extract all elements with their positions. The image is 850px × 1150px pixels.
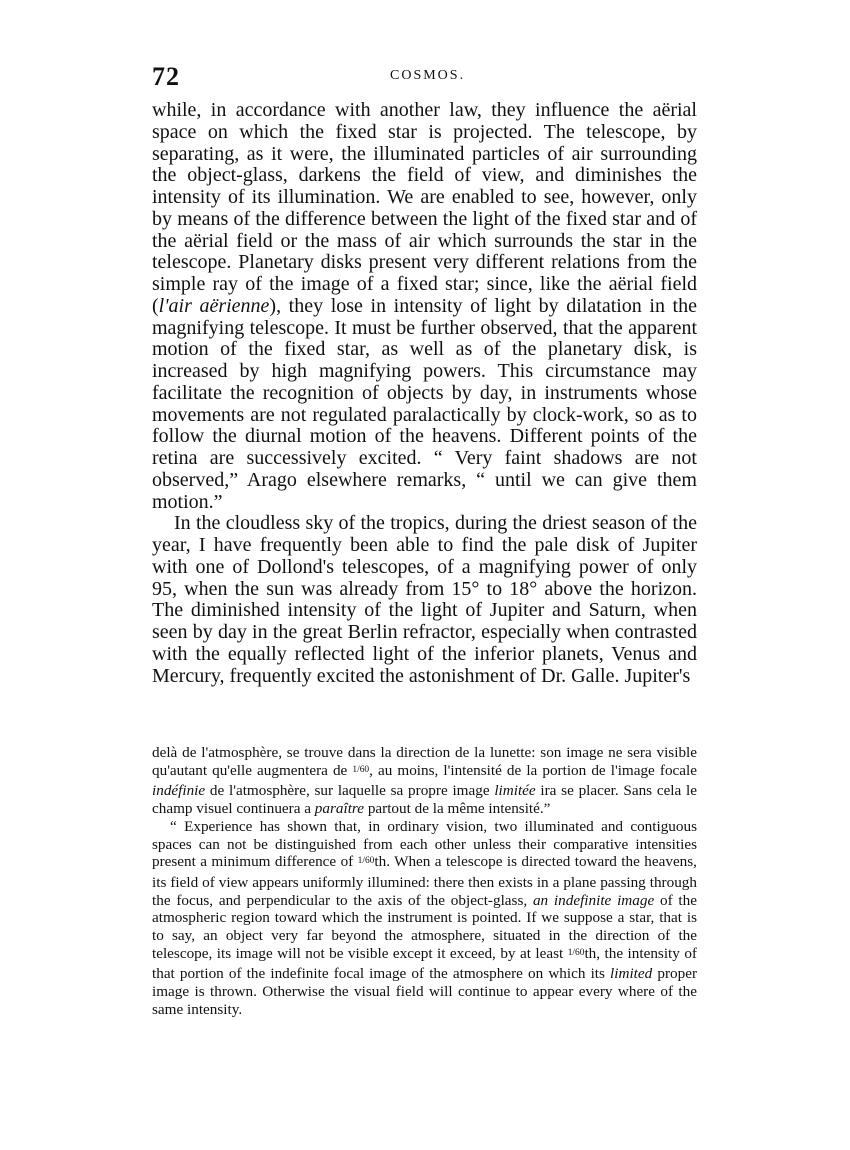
footnote-french-text: ira se placer. Sans cela le champ visuel continuera a bbox=[152, 782, 697, 818]
page-number: 72 bbox=[152, 62, 180, 91]
footnote-french-italic: limitée bbox=[494, 782, 536, 800]
footnote-english bbox=[152, 818, 697, 1019]
paragraph-1-text-b: ), they lose in intensity of light by dilatation in the magnifying telescope. It must be further observed, that the apparent motion of the fixed star, as well as of the planetary disk, is increased by high magnifying powers. This circumstance may facilitate the recognition of objects by day, in instruments whose movements are not regulated paralactically by clock-work, so as to follow the diurnal motion of the heavens. Different points of the retina are successively excited. “ Very faint shadows are not observed,” Arago elsewhere remarks, “ until we can give them motion.” bbox=[152, 294, 697, 513]
footnote-english-text: th. When a telescope is directed toward the heavens, its field of view appears uniformly illumined: there then exists in a plane passing through the focus, and perpendicular to the axis of the object-glass, bbox=[152, 853, 697, 909]
footnote-french-text: partout de la même intensité.” bbox=[364, 800, 551, 818]
footnote-french-text: de l'atmosphère, sur laquelle sa propre image bbox=[205, 782, 495, 800]
fraction: 1/60 bbox=[357, 856, 375, 867]
fraction: 1/60 bbox=[567, 947, 585, 958]
footnote-english-text: proper image is thrown. Otherwise the visual field will continue to appear every where of the same intensity. bbox=[152, 965, 698, 1018]
footnote-french-italic: paraître bbox=[314, 800, 365, 818]
footnote-french bbox=[152, 744, 697, 818]
paragraph-2: In the cloudless sky of the tropics, during the driest season of the year, I have frequently been able to find the pale disk of Jupiter with one of Dollond's telescopes, of a magnifying power of only 95, when the sun was already from 15° to 18° above the horizon. The diminished intensity of the light of Jupiter and Saturn, when seen by day in the great Berlin refractor, especially when contrasted with the equally reflected light of the inferior planets, Venus and Mercury, frequently excited the astonishment of Dr. Galle. Jupiter's bbox=[152, 512, 697, 687]
footnote-french-text: delà de l'atmosphère, se trouve dans la direction de la lunette: son image ne sera visible qu'autant qu'elle augmentera de bbox=[152, 744, 697, 779]
paragraph-1 bbox=[152, 100, 697, 513]
fraction: 1/60 bbox=[352, 764, 370, 775]
footnote-french-italic: indéfinie bbox=[152, 782, 206, 800]
footnote-english-italic: limited bbox=[610, 965, 653, 983]
footnote-english-italic: an indefinite image bbox=[532, 891, 655, 909]
footnote-french-text: , au moins, l'intensité de la portion de l'image focale bbox=[369, 761, 697, 779]
paragraph-1-italic: l'air aërienne bbox=[158, 294, 270, 317]
main-text bbox=[152, 100, 697, 687]
footnote-english-text: of the atmospheric region toward which the instrument is pointed. If we suppose a star, that is to say, an object very far beyond the atmosphere, situated in the direction of the telescope, its image will not be visible except it exceed, by at least bbox=[152, 891, 697, 962]
paragraph-1-text-a: while, in accordance with another law, they influence the aërial space on which the fixed star is projected. The telescope, by separating, as it were, the illuminated particles of air surrounding the object-glass, darkens the field of view, and diminishes the intensity of its illumination. We are enabled to see, however, only by means of the difference between the light of the fixed star and of the aërial field or the mass of air which surrounds the star in the telescope. Planetary disks present very different relations from the simple ray of the image of a fixed star; since, like the aërial field ( bbox=[152, 99, 697, 317]
running-title: COSMOS. bbox=[390, 68, 466, 83]
footnote-english-text: th, the intensity of that portion of the indefinite focal image of the atmosphere on which its bbox=[152, 944, 697, 983]
footnotes bbox=[152, 744, 697, 1019]
footnote-english-text: “ Experience has shown that, in ordinary vision, two illuminated and contiguous spaces can not be distinguished from each other unless their comparative intensities present a minimum difference of bbox=[152, 817, 697, 871]
